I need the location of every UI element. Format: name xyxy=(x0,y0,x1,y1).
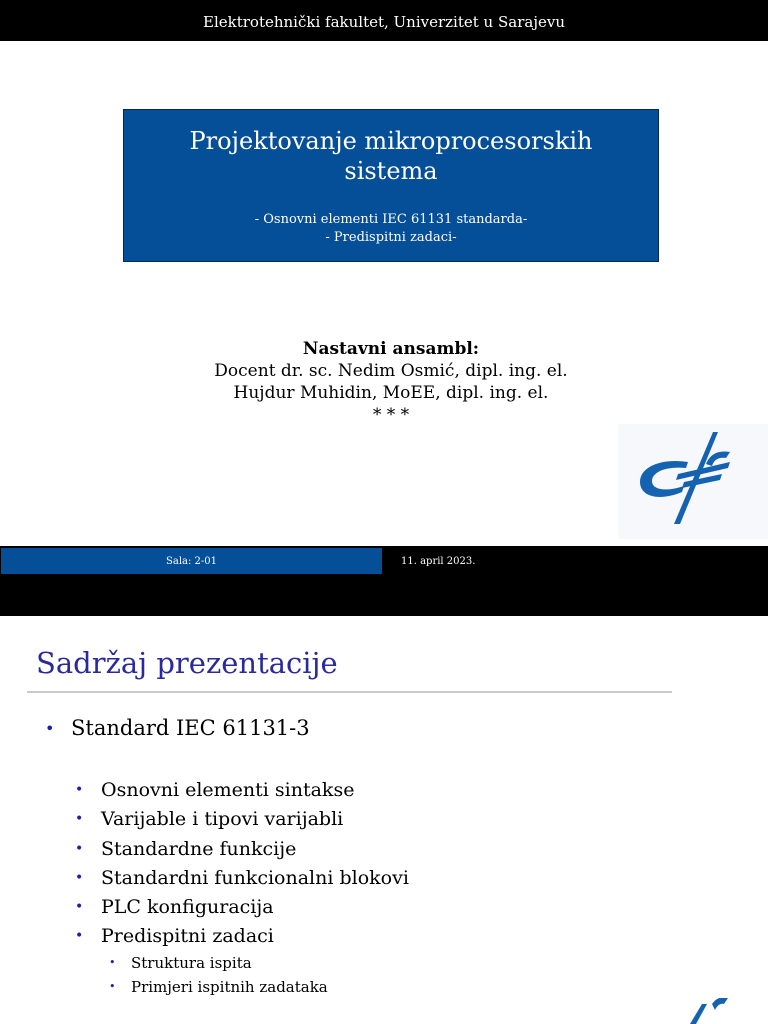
footer-room-box xyxy=(1,548,382,574)
list-item-label: PLC konfiguracija xyxy=(101,896,274,919)
etf-logo-icon xyxy=(660,998,768,1024)
list-item xyxy=(45,714,310,742)
bullet-icon: • xyxy=(109,980,116,993)
team-member-1: Docent dr. sc. Nedim Osmić, dipl. ing. el. xyxy=(214,361,568,381)
room-label: Sala: 2-01 xyxy=(166,556,217,567)
title-line-2: sistema xyxy=(344,157,438,185)
list-item-label: Struktura ispita xyxy=(131,954,252,972)
separator: * * * xyxy=(372,405,410,425)
presentation-subtitle xyxy=(124,211,658,247)
presentation-title xyxy=(124,126,658,186)
title-line-1: Projektovanje mikroprocesorskih xyxy=(189,127,593,155)
list-item xyxy=(75,835,409,864)
list-item-label: Predispitni zadaci xyxy=(101,925,274,948)
contents-level3-list xyxy=(109,951,328,999)
faculty-name: Elektrotehnički fakultet, Univerzitet u Sarajevu xyxy=(203,13,565,31)
team-member-2: Hujdur Muhidin, MoEE, dipl. ing. el. xyxy=(233,383,549,403)
list-item-label: Standard IEC 61131-3 xyxy=(71,716,310,740)
etf-logo-icon xyxy=(618,424,768,539)
list-item-label: Standardni funkcionalni blokovi xyxy=(101,866,409,889)
title-box xyxy=(123,109,659,262)
bullet-icon: • xyxy=(75,840,84,857)
contents-level1-list xyxy=(45,714,310,742)
list-item xyxy=(109,951,328,975)
list-item-label: Standardne funkcije xyxy=(101,837,297,860)
contents-level2-list xyxy=(75,776,409,952)
list-item xyxy=(75,776,409,805)
bullet-icon: • xyxy=(75,899,84,916)
team-heading: Nastavni ansambl: xyxy=(302,339,480,359)
list-item xyxy=(109,975,328,999)
list-item-label: Varijable i tipovi varijabli xyxy=(101,808,344,831)
list-item-label: Osnovni elementi sintakse xyxy=(101,779,355,801)
bullet-icon: • xyxy=(75,869,84,886)
bullet-icon: • xyxy=(75,782,84,798)
bullet-icon: • xyxy=(109,956,116,969)
teaching-team xyxy=(150,338,632,426)
title-divider xyxy=(27,691,672,693)
list-item xyxy=(75,922,409,951)
bullet-icon: • xyxy=(75,928,84,945)
bullet-icon: • xyxy=(45,719,55,738)
list-item xyxy=(75,893,409,922)
list-item-label: Primjeri ispitnih zadataka xyxy=(131,978,328,996)
contents-title: Sadržaj prezentacije xyxy=(36,646,338,680)
footer-date: 11. april 2023. xyxy=(401,556,476,567)
subtitle-line-1: - Osnovni elementi IEC 61131 standarda- xyxy=(254,212,528,227)
list-item xyxy=(75,864,409,893)
list-item xyxy=(75,805,409,834)
subtitle-line-2: - Predispitni zadaci- xyxy=(325,230,457,245)
header-bar xyxy=(0,0,768,41)
bullet-icon: • xyxy=(75,811,84,828)
